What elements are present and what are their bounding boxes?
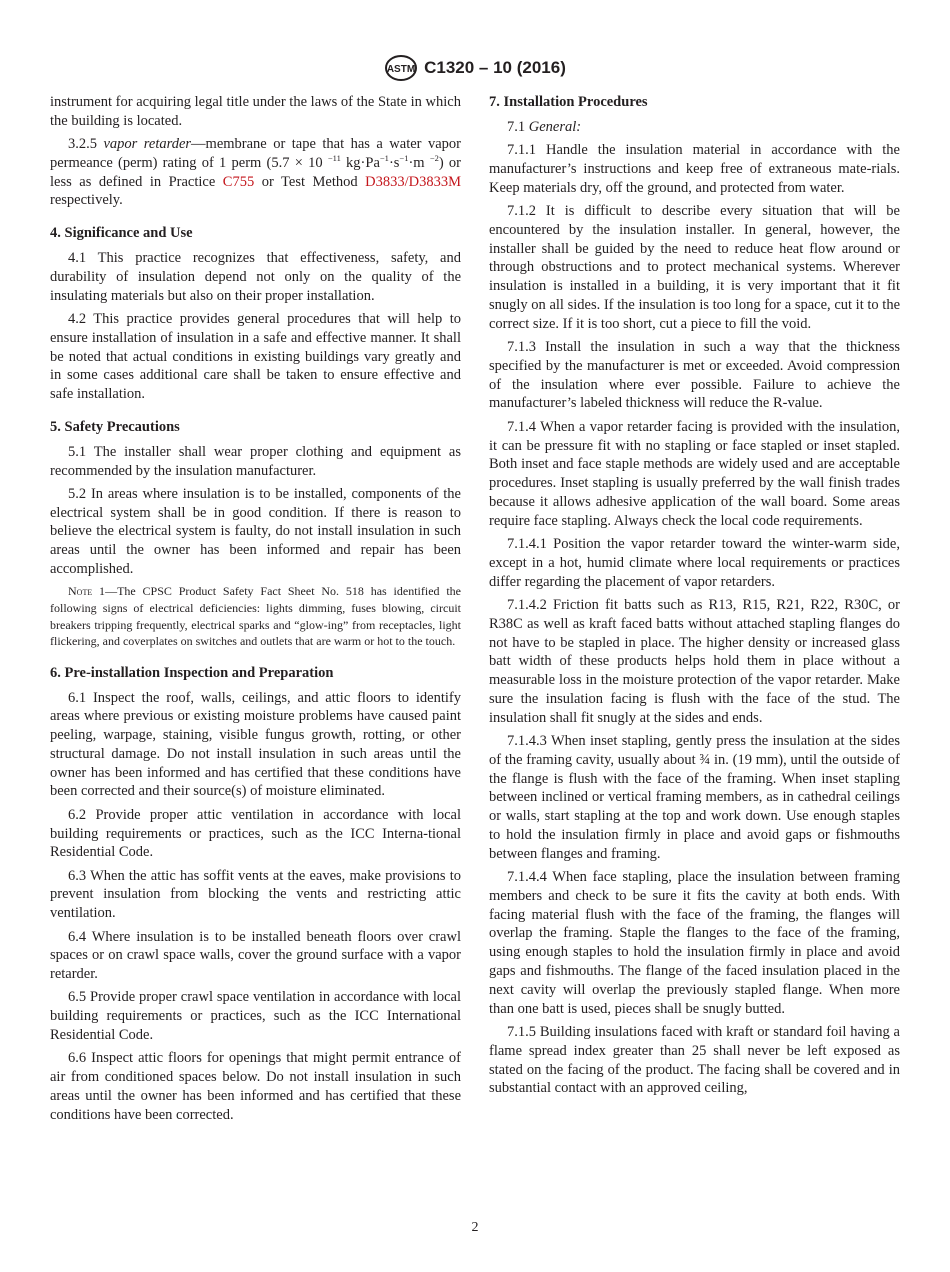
text-run: 4. Significance and Use (50, 225, 193, 242)
italic-term: General: (528, 118, 582, 135)
text-run: ) or less as defined in Practice (50, 154, 461, 190)
paragraph (489, 1023, 900, 1098)
paragraph (50, 867, 461, 923)
text-run: ·s (388, 154, 400, 171)
text-run: 5.1 The installer shall wear proper clothing and equipment as recommended by the insulation manufacturer. (50, 443, 461, 479)
text-run: instrument for acquiring legal title under the laws of the State in which the building is located. (50, 94, 461, 129)
text-run: 7.1.3 Install the insulation in such a way that the thickness specified by the manufacturer is met or exceeded. Avoid compression of the insulation where ever possible. Failure to achieve the manufacturer’s labeled thickness will reduce the R-value. (489, 339, 900, 412)
text-run: 6.1 Inspect the roof, walls, ceilings, and attic floors to identify areas where previous or existing moisture problems have caused paint peeling, warpage, staining, visible fungus growth, rotting, or other structural damage. Do not install insulation in such areas until the owner has been informed and has certified that these conditions have been corrected and their source(s) of moisture eliminated. (50, 689, 461, 800)
text-run: 7.1.4.4 When face stapling, place the insulation between framing members and check to be sure it fits the cavity at both ends. With facing material flush with the face of the framing, the flanges will overlap the framing. Staple the flanges to the face of the framing, using enough staples to hold the insulation firmly in place and avoid gaps and fishmouths. The flange of the faced insulation placed in the next cavity will overlap the previously stapled flange. When more than one batt is used, pieces shall be snugly butted. (489, 869, 900, 1017)
text-run: 4.1 This practice recognizes that effectiveness, safety, and durability of insulation depend not only on the quality of the insulating materials but also on their proper installation. (50, 250, 461, 304)
text-run: 3.2.5 (68, 136, 104, 153)
paragraph (50, 443, 461, 481)
text-run: 7.1.4.3 When inset stapling, gently press the insulation at the sides of the framing cavity, usually about ¾ in. (19 mm), until the outside of the flange is flush with the face of the framing. When inset stapling between inclined or vertical framing members, as in cathedral ceilings or walls, start stapling at the top and work down. Use enough staples to hold the insulation firmly in place and avoid gaps or fishmouths between flanges and framing. (489, 733, 900, 862)
text-run: 7.1.4 When a vapor retarder facing is provided with the insulation, it can be pressure fit with no stapling or face stapled or inset stapled. Both inset and face staple methods are widely used and are acceptable procedures. Inset stapling is usually preferred by the wall finish trades because it allows adhesive application of the wall board. Some areas require face stapling. Always check the local code requirements. (489, 418, 900, 529)
paragraph (50, 485, 461, 579)
paragraph (489, 596, 900, 728)
page-header (0, 54, 950, 82)
section-heading (50, 418, 461, 437)
section-heading (50, 664, 461, 683)
text-run: kg·Pa (340, 154, 380, 171)
text-run: −11 (327, 153, 341, 164)
text-run: Note 1 (68, 584, 106, 599)
text-run: 7.1.4.2 Friction fit batts such as R13, R15, R21, R22, R30C, or R38C as well as kraft faced batts without attached stapling flanges do not have to be stapled in place. The higher density or increased glass batt width of these products helps hold them in place without a measurable loss in the moisture protection of the vapor retarder. Make sure the insulation facing is flush with the face of the stud. The insulation shall fit snugly at the sides and ends. (489, 596, 900, 726)
paragraph (489, 202, 900, 334)
paragraph (50, 310, 461, 404)
paragraph (489, 418, 900, 531)
reference-link[interactable]: D3833/D3833M (365, 173, 461, 190)
text-run: −2 (429, 153, 439, 164)
text-run: ·m (408, 154, 430, 171)
section-heading (50, 224, 461, 243)
paragraph (489, 338, 900, 413)
text-run: 7.1.5 Building insulations faced with kraft or standard foil having a flame spread index greater than 25 shall never be left exposed as stated on the facing of the product. The facing shall be covered and in substantial contact with an approved ceiling, (489, 1023, 900, 1097)
left-column (50, 93, 461, 1129)
text-run: respectively. (50, 192, 123, 209)
text-run: 7.1 (507, 118, 529, 135)
paragraph (489, 732, 900, 864)
paragraph (50, 988, 461, 1044)
note (50, 583, 461, 649)
text-run: −1 (379, 153, 389, 164)
paragraph (50, 928, 461, 984)
text-run: —membrane or tape that has a water vapor permeance (perm) rating of 1 perm (5.7 × 10 (50, 136, 461, 171)
astm-logo-icon (384, 54, 418, 82)
paragraph (489, 141, 900, 197)
text-run: or Test Method (254, 173, 366, 190)
paragraph (489, 535, 900, 591)
text-run: 6.2 Provide proper attic ventilation in accordance with local building requirements or practices, such as the ICC Interna-tional Residential Code. (50, 806, 461, 861)
text-run: 5.2 In areas where insulation is to be installed, components of the electrical system shall be in good condition. If there is reason to believe the electrical system is faulty, do not install insulation in such areas until the owner has been informed and repair has been accomplished. (50, 485, 461, 578)
text-run: 6. Pre-installation Inspection and Preparation (50, 664, 334, 681)
page-number: 2 (471, 1220, 479, 1235)
paragraph (50, 249, 461, 305)
reference-link[interactable]: C755 (222, 173, 255, 190)
paragraph (50, 689, 461, 802)
paragraph (50, 135, 461, 210)
text-run: 6.3 When the attic has soffit vents at the eaves, make provisions to prevent insulation from blocking the vents and restricting attic ventilation. (50, 867, 461, 922)
svg-text:ASTM: ASTM (386, 64, 416, 75)
text-run: 7. Installation Procedures (489, 94, 648, 110)
text-run: 6.5 Provide proper crawl space ventilation in accordance with local building requirements or practices, such as the ICC International Residential Code. (50, 989, 461, 1044)
text-run: −1 (399, 153, 409, 164)
right-column (489, 93, 900, 1103)
paragraph (489, 118, 900, 137)
paragraph (50, 1049, 461, 1124)
text-run: 4.2 This practice provides general procedures that will help to ensure installation of insulation in a safe and effective manner. It shall be noted that actual conditions in existing buildings vary greatly and in some cases additional care shall be taken to ensure effective and safe installation. (50, 310, 461, 403)
text-run: —The CPSC Product Safety Fact Sheet No. 518 has identified the following signs of electrical deficiencies: lights dimming, fuses blowing, circuit breakers tripping frequently, electrical sparks and “glow-ing” from receptacles, light flickering, and coverplates on switches and outlets that are warm or hot to the touch. (50, 584, 462, 649)
section-heading (489, 93, 900, 112)
document-designation: C1320 – 10 (2016) (424, 58, 566, 77)
paragraph (50, 93, 461, 131)
text-run: 7.1.2 It is difficult to describe every situation that will be encountered by the insulation installer. In general, however, the installer shall be guided by the need to reduce heat flow around or through obstructions and to protect mechanical systems. Wherever insulation is installed in a building, it is very important that it fit snugly on all sides. If the insulation is too long for a space, cut it to the correct size. If it is too short, cut a piece to fill the void. (489, 202, 900, 332)
text-run: 7.1.4.1 Position the vapor retarder toward the winter-warm side, except in a hot, humid climate where local requirements or practices differ regarding the placement of vapor retarders. (489, 536, 900, 590)
text-run: 6.6 Inspect attic floors for openings that might permit entrance of air from conditioned spaces below. Do not install insulation in such areas until the owner has been informed and has certified that these conditions have been corrected. (50, 1050, 461, 1123)
italic-term: vapor retarder (103, 136, 192, 153)
text-run: 6.4 Where insulation is to be installed beneath floors over crawl spaces or on crawl space walls, cover the ground surface with a vapor retarder. (50, 928, 461, 983)
paragraph (489, 868, 900, 1018)
paragraph (50, 806, 461, 862)
text-run: 5. Safety Precautions (50, 418, 180, 435)
text-run: 7.1.1 Handle the insulation material in accordance with the manufacturer’s instructions and keep free of extraneous mate-rials. Keep materials dry, off the ground, and protected from water. (489, 142, 900, 196)
